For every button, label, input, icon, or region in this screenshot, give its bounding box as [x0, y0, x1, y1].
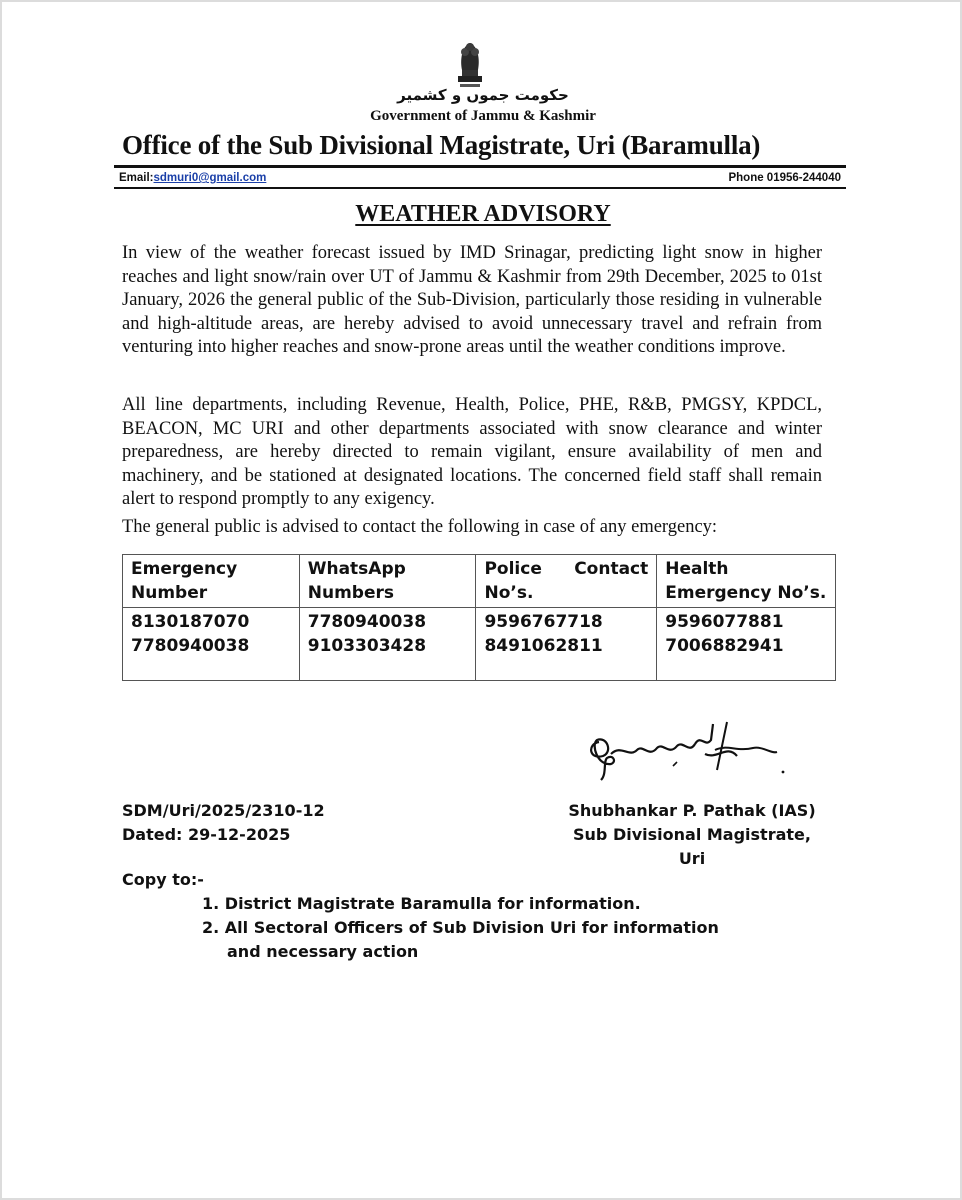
government-name: Government of Jammu & Kashmir: [370, 108, 596, 124]
urdu-government-line: حکومت جموں و کشمیر: [397, 86, 569, 104]
header-emergency-number: [123, 555, 300, 608]
list-item: 1. District Magistrate Baramulla for information.: [202, 894, 641, 913]
table-header-row: [123, 555, 836, 608]
header-text: Emergency: [131, 559, 238, 579]
national-emblem-icon: [450, 32, 490, 92]
phone-number-cell: 9596077881: [665, 612, 784, 632]
email-link[interactable]: sdmuri0@gmail.com: [153, 172, 267, 184]
header-whatsapp-numbers: [299, 555, 476, 608]
header-police-contact: [476, 555, 657, 608]
cell-police-numbers: [476, 608, 657, 681]
header-text: No’s.: [484, 583, 534, 603]
copy-to-list: [202, 892, 719, 964]
phone-number-cell: 7780940038: [131, 636, 250, 656]
header-text: Health: [665, 559, 729, 579]
header-health-emergency: [657, 555, 836, 608]
paragraph-forecast: In view of the weather forecast issued by IMD Srinagar, predicting light snow in higher reaches and light snow/rain over UT of Jammu & Kashmir from 29th December, 2025 to 01st January, 2026 the general public of the Sub-Division, particularly those residing in vulnerable and high-altitude areas, are hereby advised to avoid unnecessary travel and refrain from venturing into higher reaches and snow-prone areas until the weather conditions improve.: [122, 243, 822, 357]
phone-number-cell: 7780940038: [307, 612, 427, 632]
signatory-designation: Sub Divisional Magistrate,: [573, 825, 811, 844]
paragraph-departments: All line departments, including Revenue, Health, Police, PHE, R&B, PMGSY, KPDCL, BEACON, MC URI and other departments associated with snow clearance and winter preparedness, are hereby directed to remain vigilant, ensure availability of men and machinery, and be stationed at designated locations. The concerned field staff shall remain alert to respond promptly to any exigency.: [122, 395, 822, 509]
header-text: Emergency No’s.: [665, 583, 827, 603]
phone-number-cell: 9103303428: [307, 636, 427, 656]
header-text: Police: [484, 559, 542, 579]
advisory-title-text: WEATHER ADVISORY: [355, 201, 611, 227]
header-text: Contact: [574, 559, 649, 579]
header-text: Numbers: [307, 583, 394, 603]
copy-to-label: Copy to:-: [122, 870, 204, 889]
header-text: Number: [131, 583, 208, 603]
email-block: [119, 172, 266, 184]
signature-icon: [577, 714, 792, 789]
cell-health-numbers: [657, 608, 836, 681]
office-title: Office of the Sub Divisional Magistrate, Uri (Baramulla): [122, 130, 761, 160]
header-text-row: [484, 557, 648, 581]
reference-number: SDM/Uri/2025/2310-12: [122, 801, 325, 820]
table-row: [123, 608, 836, 681]
phone-number-cell: 8130187070: [131, 612, 250, 632]
header-rule-bottom: [114, 187, 846, 189]
cell-emergency-numbers: [123, 608, 300, 681]
reference-block: [122, 799, 325, 847]
paragraph-contact-intro: The general public is advised to contact the following in case of any emergency:: [122, 517, 718, 537]
emergency-contacts-table: [122, 554, 836, 681]
signatory-place: Uri: [678, 849, 706, 868]
email-label: Email:: [119, 172, 154, 184]
phone-number-cell: 7006882941: [665, 636, 784, 656]
header-text: WhatsApp: [307, 559, 406, 579]
reference-date: Dated: 29-12-2025: [122, 825, 291, 844]
cell-whatsapp-numbers: [299, 608, 476, 681]
phone-number-cell: 9596767718: [484, 612, 603, 632]
signatory-name: Shubhankar P. Pathak (IAS): [568, 801, 816, 820]
phone-number-cell: 8491062811: [484, 636, 603, 656]
header-rule-top: [114, 165, 846, 168]
signatory-block: [522, 799, 862, 871]
phone-number: Phone 01956-244040: [728, 172, 841, 184]
advisory-title: [2, 201, 962, 228]
list-item: 2. All Sectoral Officers of Sub Division Uri for information: [202, 918, 719, 937]
list-item-continuation: and necessary action: [227, 942, 419, 961]
